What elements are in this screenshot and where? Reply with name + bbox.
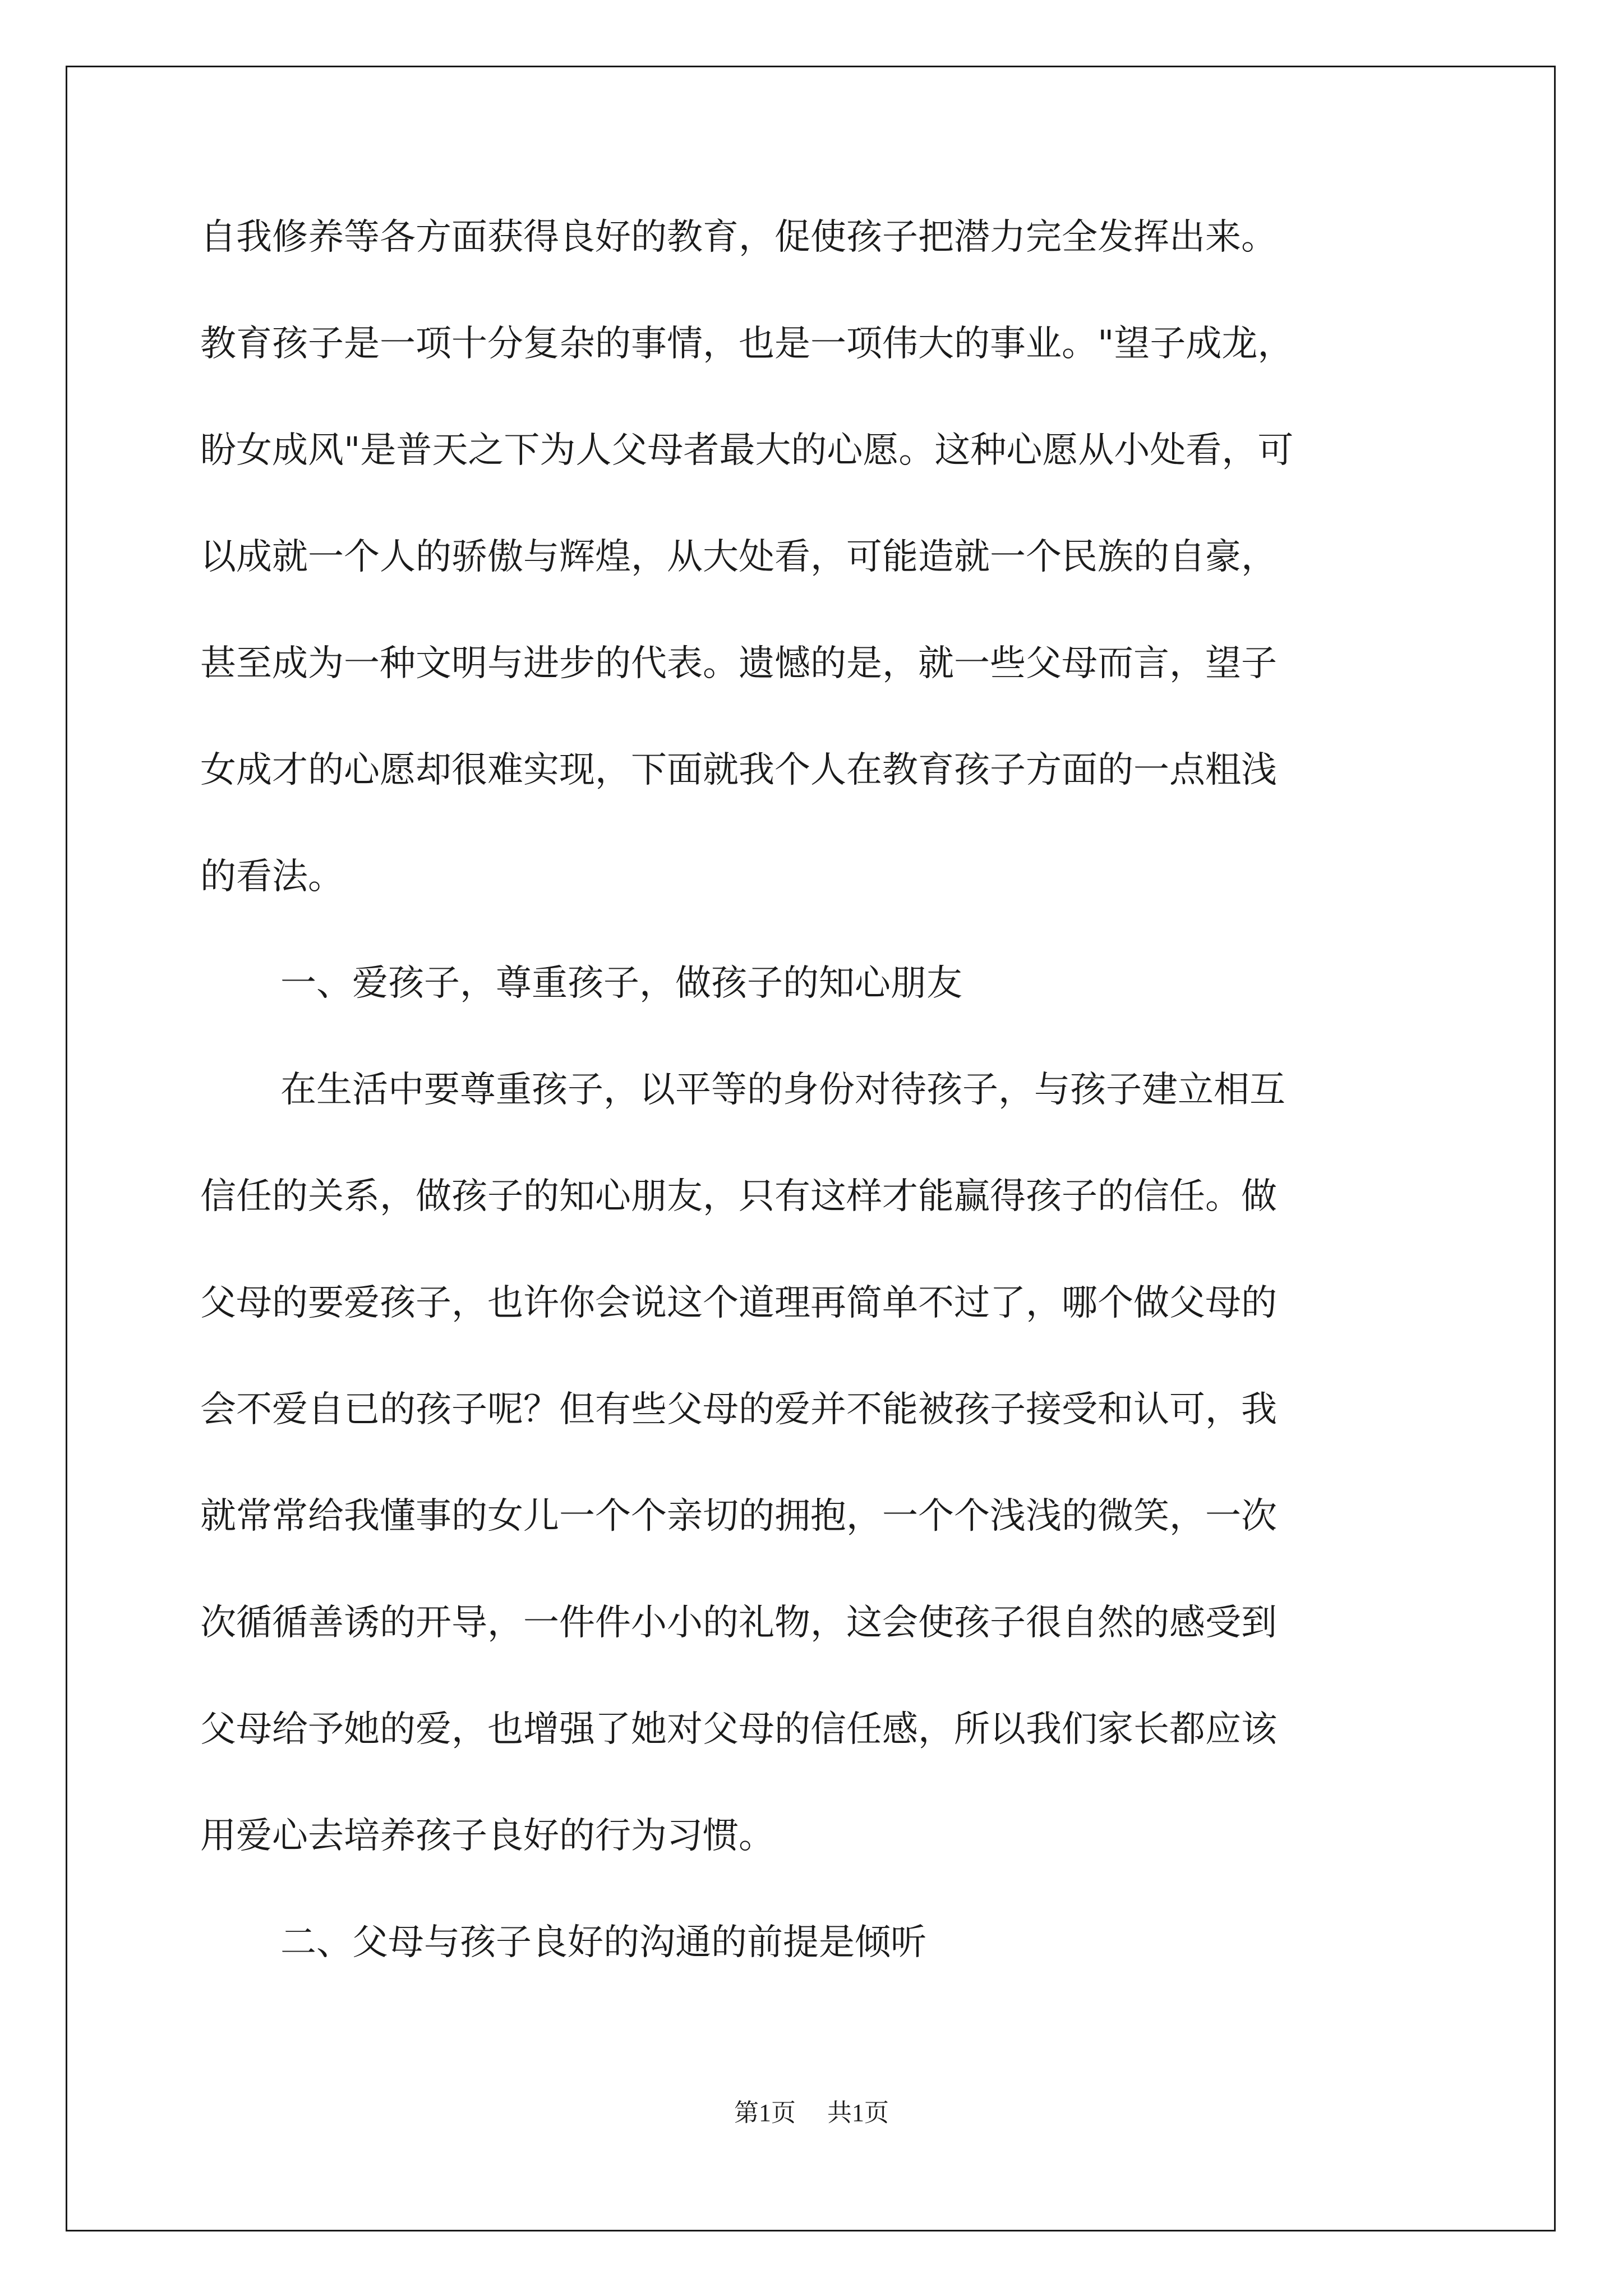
- text-line: 父母的要爱孩子，也许你会说这个道理再简单不过了，哪个做父母的: [200, 1282, 1277, 1324]
- page-footer: [0, 2092, 1623, 2128]
- page-number: 第1页: [734, 2099, 796, 2127]
- text-line: 甚至成为一种文明与进步的代表。遗憾的是，就一些父母而言，望子: [200, 643, 1277, 684]
- text-line: 父母给予她的爱，也增强了她对父母的信任感，所以我们家长都应该: [200, 1709, 1277, 1750]
- text-line: 女成才的心愿却很难实现，下面就我个人在教育孩子方面的一点粗浅: [200, 749, 1277, 791]
- text-line: 以成就一个人的骄傲与辉煌，从大处看，可能造就一个民族的自豪，: [200, 536, 1277, 578]
- text-line: 自我修养等各方面获得良好的教育，促使孩子把潜力完全发挥出来。: [200, 217, 1277, 258]
- page-border: [66, 66, 1556, 2231]
- text-line: 就常常给我懂事的女儿一个个亲切的拥抱，一个个浅浅的微笑，一次: [200, 1496, 1277, 1537]
- section-heading: 二、父母与孩子良好的沟通的前提是倾听: [280, 1922, 926, 1963]
- text-line: 在生活中要尊重孩子，以平等的身份对待孩子，与孩子建立相互: [280, 1069, 1285, 1111]
- text-line: 会不爱自已的孩子呢？但有些父母的爱并不能被孩子接受和认可，我: [200, 1389, 1277, 1430]
- text-line: 次循循善诱的开导，一件件小小的礼物，这会使孩子很自然的感受到: [200, 1602, 1277, 1644]
- text-line: 用爱心去培养孩子良好的行为习惯。: [200, 1815, 774, 1857]
- text-line: 的看法。: [200, 856, 344, 898]
- text-line: 教育孩子是一项十分复杂的事情，也是一项伟大的事业。"望子成龙，: [200, 323, 1294, 365]
- page-total: 共1页: [827, 2099, 889, 2127]
- text-line: 信任的关系，做孩子的知心朋友，只有这样才能赢得孩子的信任。做: [200, 1176, 1277, 1217]
- section-heading: 一、爱孩子，尊重孩子，做孩子的知心朋友: [280, 963, 962, 1004]
- text-line: 盼女成风"是普天之下为人父母者最大的心愿。这种心愿从小处看，可: [200, 430, 1294, 471]
